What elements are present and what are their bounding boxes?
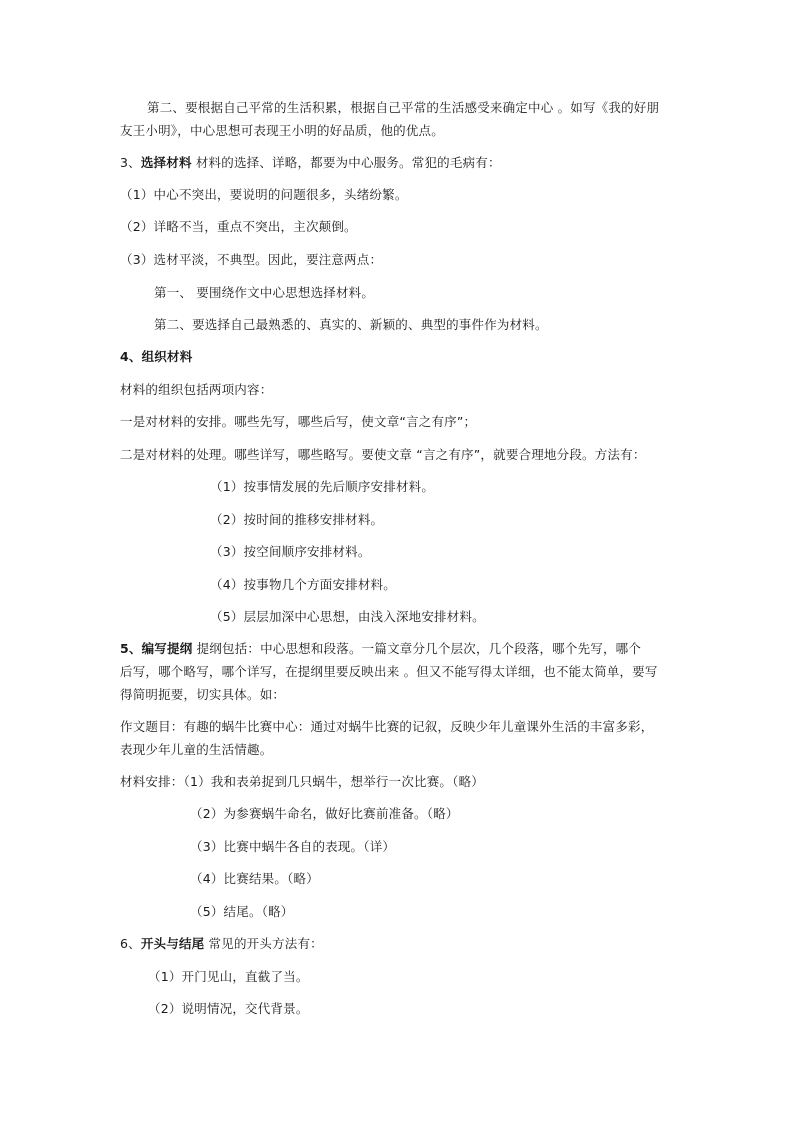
section-intro: 常见的开头方法有： <box>204 936 323 951</box>
organize-item: 二是对材料的处理。哪些详写，哪些略写。要使文章 “言之有序”，就要合理地分段。方法有： <box>120 447 646 462</box>
section-intro: 材料的选择、详略，都要为中心服务。常犯的毛病有： <box>191 155 501 170</box>
problem-item: （3）选材平淡，不典型。因此，要注意两点： <box>120 252 383 267</box>
section-number: 3、 <box>120 155 141 170</box>
section-text: 提纲包括：中心思想和段落。一篇文章分几个层次，几个段落，哪个先写，哪个 <box>192 641 642 656</box>
problem-item: （1）中心不突出，要说明的问题很多，头绪纷繁。 <box>120 187 408 202</box>
arrangement-item: （4）比赛结果。（略） <box>190 871 319 886</box>
section-heading: 选择材料 <box>140 155 192 170</box>
paragraph-line: 得简明扼要，切实具体。如： <box>120 687 286 702</box>
paragraph-line: 后写，哪个略写，哪个详写，在提纲里要反映出来 。但又不能写得太详细，也不能太简单，要写 <box>120 664 658 679</box>
point-item: 第二、要选择自己最熟悉的、真实的、新颖的、典型的事件作为材料。 <box>154 317 548 332</box>
arrangement-item: （1）我和表弟捉到几只蜗牛，想举行一次比赛。（略） <box>183 774 484 789</box>
point-item: 第一、 要围绕作文中心思想选择材料。 <box>154 285 375 300</box>
section-heading: 开头与结尾 <box>140 936 205 951</box>
example-title-line: 表现少年儿童的生活情趣。 <box>120 742 273 757</box>
arrangement-line <box>120 773 484 791</box>
section-5-heading-line <box>120 640 641 658</box>
problem-item: （2）详略不当，重点不突出，主次颠倒。 <box>120 219 357 234</box>
arrangement-item: （3）比赛中蜗牛各自的表现。（详） <box>190 839 396 854</box>
arrangement-item: （2）为参赛蜗牛命名，做好比赛前准备。（略） <box>190 806 459 821</box>
section-intro: 材料的组织包括两项内容： <box>120 382 273 397</box>
method-item: （5）层层加深中心思想，由浅入深地安排材料。 <box>210 609 485 624</box>
section-number: 6、 <box>120 936 141 951</box>
method-item: （1）按事情发展的先后顺序安排材料。 <box>210 479 435 494</box>
method-item: （4）按事物几个方面安排材料。 <box>210 577 396 592</box>
example-title-line: 作文题目：有趣的蜗牛比赛中心：通过对蜗牛比赛的记叙，反映少年儿童课外生活的丰富多彩， <box>120 719 654 734</box>
section-6-heading-line <box>120 935 323 953</box>
arrangement-item: （5）结尾。（略） <box>190 904 294 919</box>
paragraph-line: 友王小明》，中心思想可表现王小明的好品质，他的优点。 <box>120 123 444 138</box>
organize-item: 一是对材料的安排。哪些先写，哪些后写，使文章“言之有序”； <box>120 414 477 429</box>
method-item: （2）按时间的推移安排材料。 <box>210 512 384 527</box>
paragraph-line: 第二、要根据自己平常的生活积累，根据自己平常的生活感受来确定中心 。如写《我的好朋 <box>147 100 660 115</box>
opening-method-item: （2）说明情况，交代背景。 <box>148 1001 309 1016</box>
section-4-heading: 4、组织材料 <box>120 349 193 364</box>
opening-method-item: （1）开门见山，直截了当。 <box>148 969 309 984</box>
method-item: （3）按空间顺序安排材料。 <box>210 544 371 559</box>
arrangement-label: 材料安排： <box>120 774 184 789</box>
section-3-heading-line <box>120 154 501 172</box>
section-heading: 5、编写提纲 <box>120 641 193 656</box>
